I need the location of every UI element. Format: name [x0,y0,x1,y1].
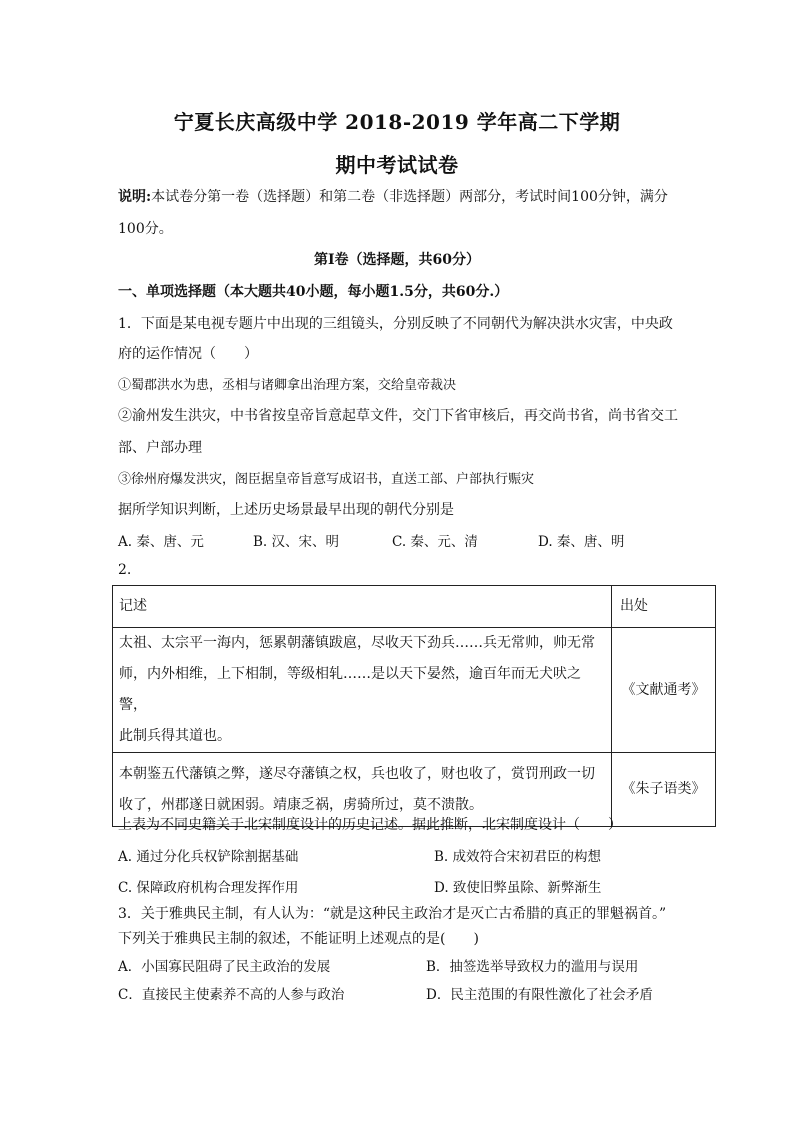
row1-desc-line-2: 师，内外相维，上下相制，等级相轧……是以天下晏然，逾百年而无犬吠之警， [119,666,581,713]
q1-option-a[interactable]: A. 秦、唐、元 [118,534,204,550]
instructions-label: 说明: [118,189,152,205]
row1-desc-line-1: 太祖、太宗平一海内，惩累朝藩镇跋扈，尽收天下劲兵……兵无常帅，帅无常 [119,635,595,651]
q1-option-c[interactable]: C. 秦、元、清 [392,534,478,550]
q1-question: 据所学知识判断，上述历史场景最早出现的朝代分别是 [118,502,454,518]
q3-option-d[interactable]: D．民主范围的有限性激化了社会矛盾 [426,987,653,1003]
q3-option-c[interactable]: C．直接民主使素养不高的人参与政治 [118,987,345,1003]
q2-option-a[interactable]: A. 通过分化兵权铲除割据基础 [118,849,299,865]
q1-stem-line-2: 府的运作情况（ ） [118,346,258,362]
q1-item-3: ③徐州府爆发洪灾，阁臣据皇帝旨意写成诏书，直送工部、户部执行赈灾 [118,472,535,487]
part-heading: 一、单项选择题（本大题共40小题，每小题1.5分，共60分.） [118,284,509,300]
q2-table [112,585,716,827]
q1-item-1: ①蜀郡洪水为患，丞相与诸卿拿出治理方案，交给皇帝裁决 [118,378,457,393]
row1-source: 《文献通考》 [612,628,716,753]
table-header-row [113,586,716,628]
q2-option-c[interactable]: C. 保障政府机构合理发挥作用 [118,880,299,896]
instructions-line-1 [118,186,668,206]
section-heading: 第Ⅰ卷（选择题，共60分） [313,252,481,268]
row2-desc-line-1: 本朝鉴五代藩镇之弊，遂尽夺藩镇之权，兵也收了，财也收了，赏罚刑政一切 [119,765,595,782]
instructions-line-2: 100分。 [118,221,173,237]
instructions-text-1: 本试卷分第一卷（选择题）和第二卷（非选择题）两部分，考试时间100分钟，满分 [151,189,668,205]
q2-option-d[interactable]: D. 致使旧弊虽除、新弊渐生 [434,880,602,896]
q1-item-2a: ②渝州发生洪灾，中书省按皇帝旨意起草文件，交门下省审核后，再交尚书省，尚书省交工 [118,408,678,424]
q1-stem-line-1: 1．下面是某电视专题片中出现的三组镜头，分别反映了不同朝代为解决洪水灾害，中央政 [118,316,673,332]
q3-stem-line-2: 下列关于雅典民主制的叙述，不能证明上述观点的是( ) [118,931,479,947]
row1-desc [113,628,612,753]
q3-option-a[interactable]: A．小国寡民阻碍了民主政治的发展 [118,959,331,975]
row2-desc-line-2: 收了，州郡遂日就困弱。靖康乏祸，虏骑所过，莫不溃散。 [119,796,483,813]
row1-desc-line-3: 此制兵得其道也。 [119,728,231,744]
row2-source: 《朱子语类》 [612,753,716,827]
q1-option-d[interactable]: D. 秦、唐、明 [538,534,625,550]
table-row [113,628,716,753]
q2-option-b[interactable]: B. 成效符合宋初君臣的构想 [434,849,602,865]
q3-stem-line-1: 3．关于雅典民主制，有人认为：“就是这种民主政治才是灭亡古希腊的真正的罪魁祸首。” [118,906,667,922]
header-desc: 记述 [113,586,612,628]
q1-option-b[interactable]: B. 汉、宋、明 [253,534,340,550]
q2-number: 2. [118,562,132,578]
q3-option-b[interactable]: B．抽签选举导致权力的滥用与误用 [426,959,639,975]
q1-item-2b: 部、户部办理 [118,440,202,456]
q2-question: 上表为不同史籍关于北宋制度设计的历史记述。据此推断，北宋制度设计（ ） [118,817,622,833]
header-source: 出处 [612,586,716,628]
exam-subtitle: 期中考试试卷 [335,153,459,177]
exam-title: 宁夏长庆高级中学 2018-2019 学年高二下学期 [173,110,621,134]
